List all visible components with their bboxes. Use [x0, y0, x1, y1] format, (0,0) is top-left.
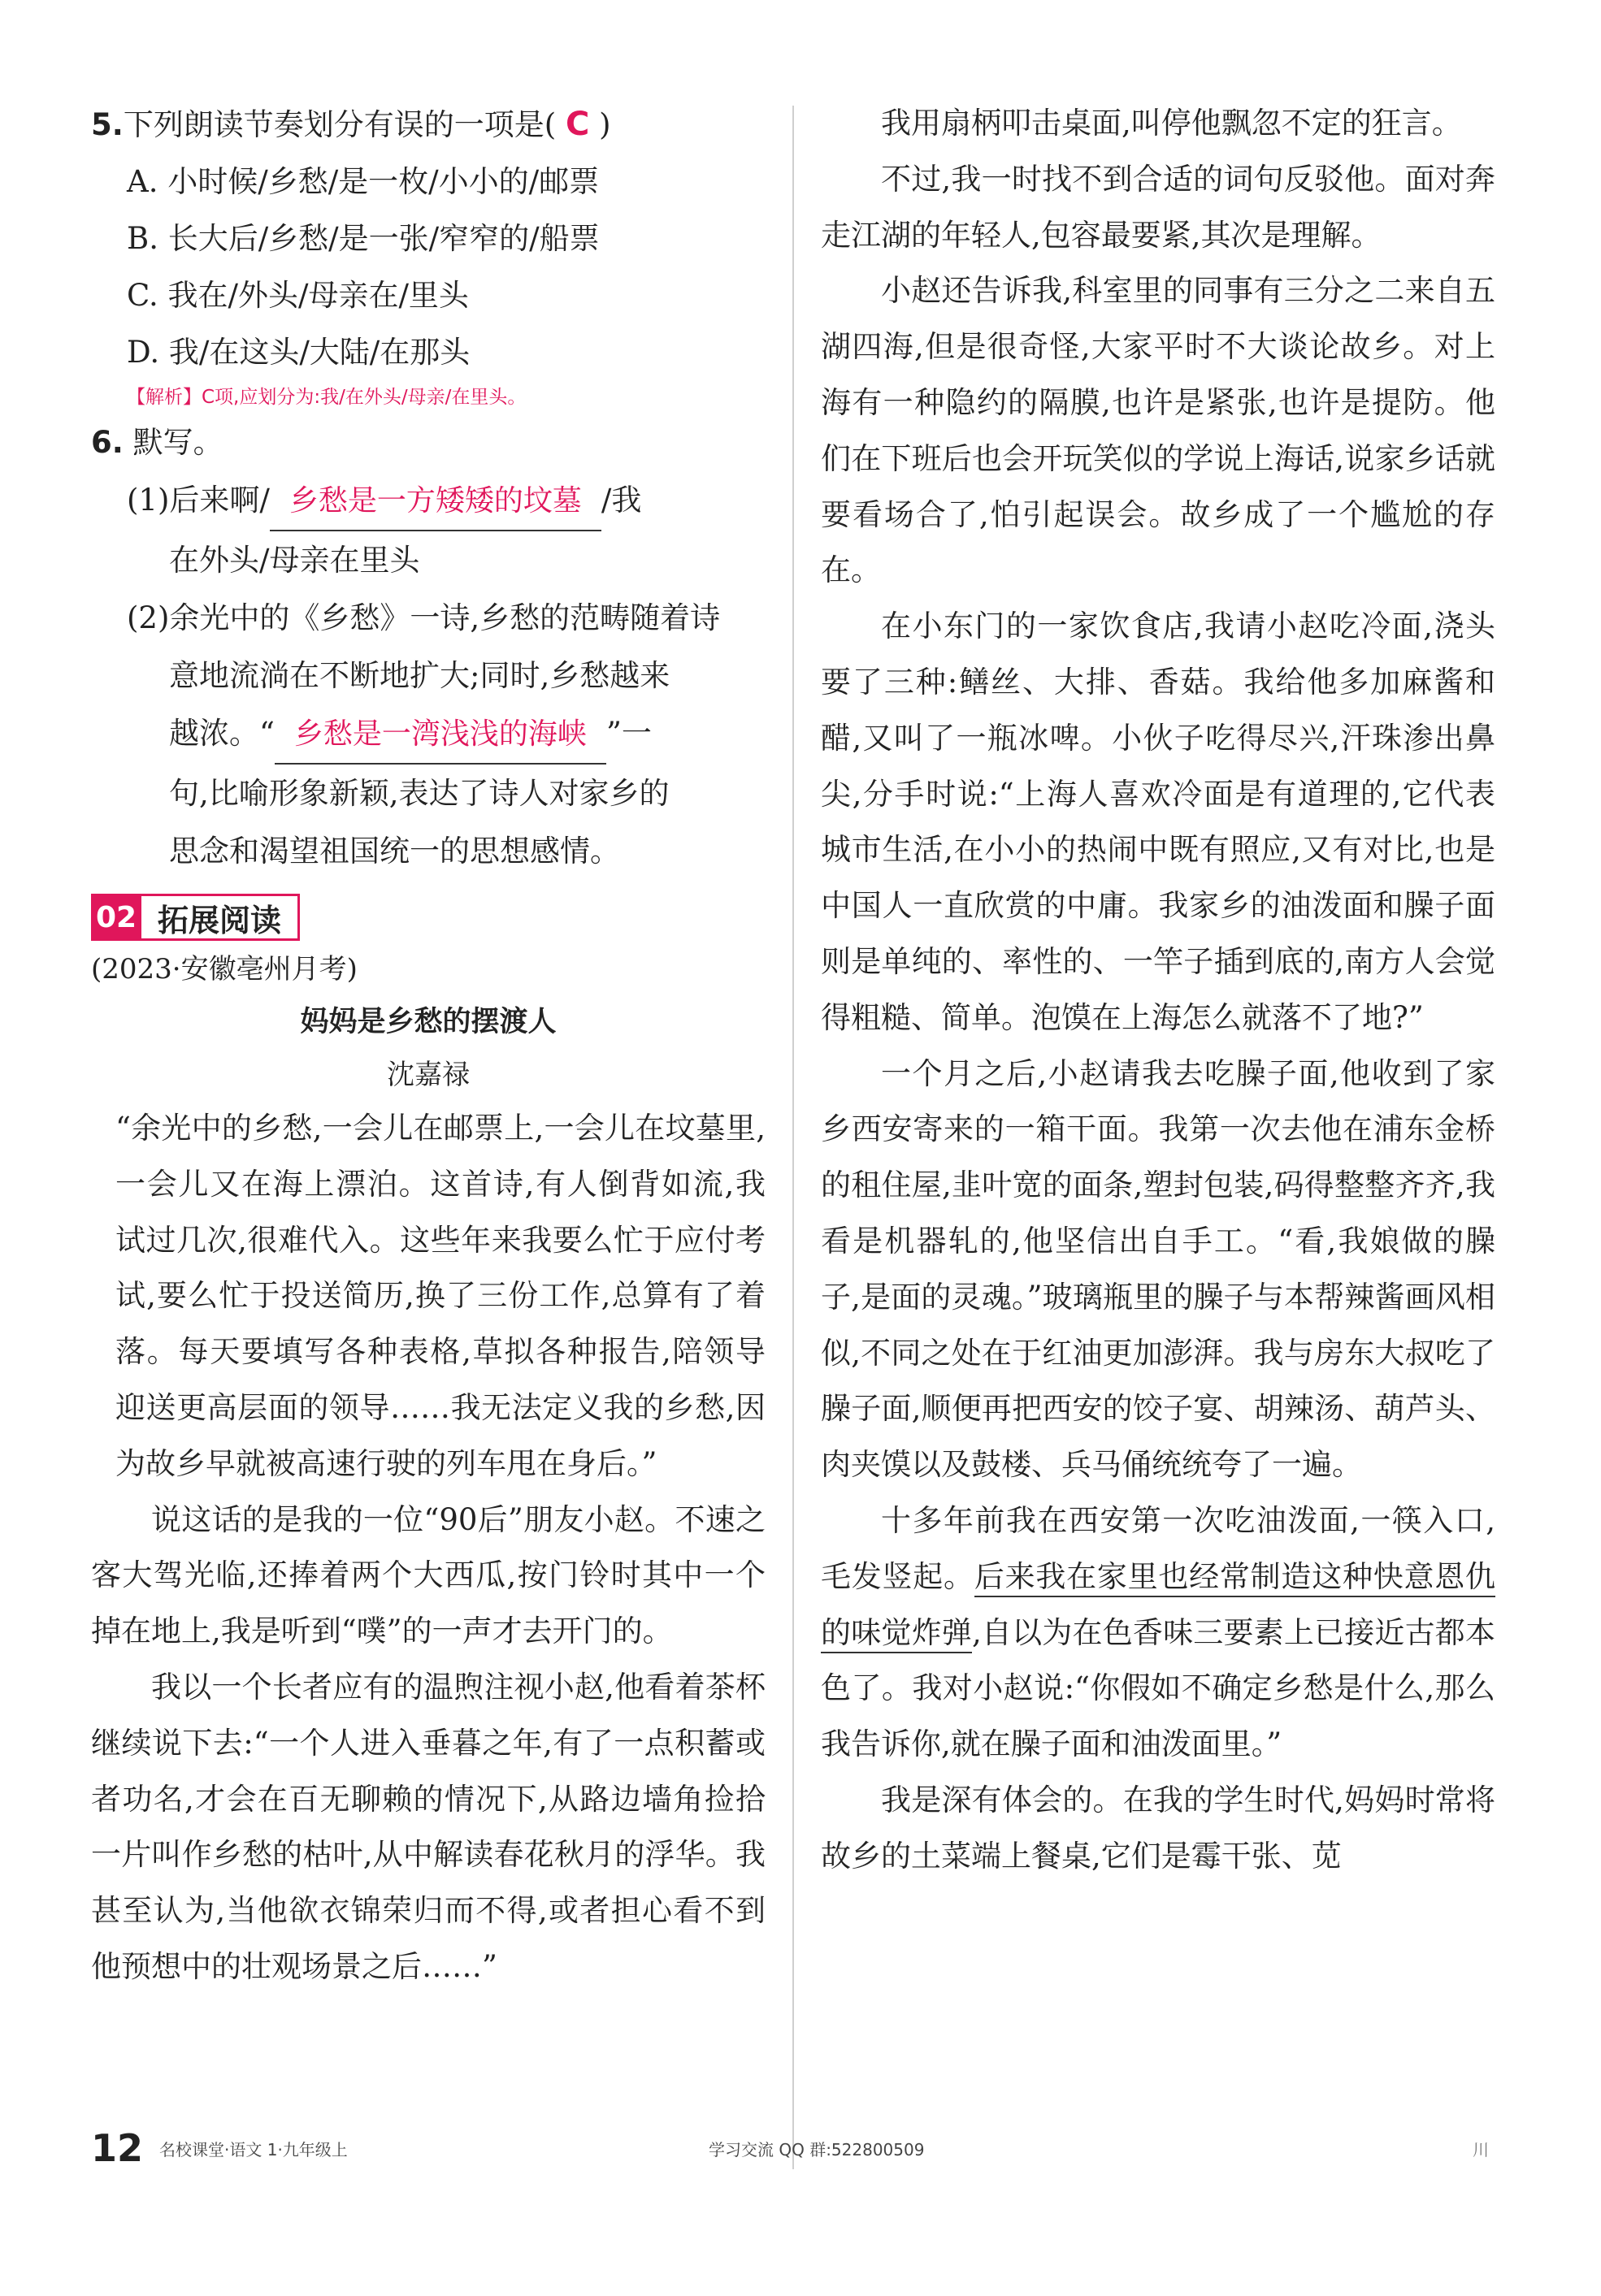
paragraph: 小赵还告诉我,科室里的同事有三分之二来自五湖四海,但是很奇怪,大家平时不大谈论故乡。对上海有一种隐约的隔膜,也许是紧张,也许是提防。他们在下班后也会开玩笑似的学说上海话,说家乡话就要看场合了,怕引起误会。故乡成了一个尴尬的存在。: [821, 273, 1495, 588]
section-title: 拓展阅读: [141, 894, 300, 941]
sub2-text-c1: 越浓。“: [169, 716, 275, 751]
question-5-number: 5.: [91, 107, 124, 142]
sub1-text-b: /我: [601, 483, 642, 518]
question-6: [91, 414, 766, 471]
paragraph: 在小东门的一家饮食店,我请小赵吃冷面,浇头要了三种:鳝丝、大排、香菇。我给他多加麻酱和醋,又叫了一瓶冰啤。小伙子吃得尽兴,汗珠渗出鼻尖,分手时说:“上海人喜欢冷面是有道理的,它代表城市生活,在小小的热闹中既有照应,又有对比,也是中国人一直欣赏的中庸。我家乡的油泼面和臊子面则是单纯的、率性的、一竿子插到底的,南方人会觉得粗糙、简单。泡馍在上海怎么就落不了地?”: [821, 609, 1495, 1035]
sub2-text-c2: ”一: [605, 716, 652, 751]
article-title: 妈妈是乡愁的摆渡人: [300, 1006, 557, 1038]
left-column: [91, 96, 766, 1995]
corner-mark: 川: [1473, 2139, 1489, 2160]
question-6-number: 6.: [91, 425, 124, 460]
paragraph: 我是深有体会的。在我的学生时代,妈妈时常将故乡的土菜端上餐桌,它们是霉干张、苋: [821, 1782, 1495, 1874]
paragraph: 不过,我一时找不到合适的词句反驳他。面对奔走江湖的年轻人,包容最要紧,其次是理解。: [821, 161, 1495, 253]
question-5-answer: C: [566, 106, 590, 143]
sub2-line-2: 意地流淌在不断地扩大;同时,乡愁越来: [169, 658, 670, 693]
sub2-line-4: 句,比喻形象新颖,表达了诗人对家乡的: [169, 776, 670, 811]
underlined-sentence: 后来我在家里也经常制造这种快意恩仇的味觉炸弹: [821, 1559, 1495, 1653]
option-c: C. 我在/外头/母亲在/里头: [127, 278, 469, 313]
paragraph: 我以一个长者应有的温煦注视小赵,他看着茶杯继续说下去:“一个人进入垂暮之年,有了一点积蓄或者功名,才会在百无聊赖的情况下,从路边墙角捡拾一片叫作乡愁的枯叶,从中解读春花秋月的浮华。我甚至认为,当他欲衣锦荣归而不得,或者担心看不到他预想中的壮观场景之后……”: [91, 1669, 766, 1984]
sub2-line-1: (2)余光中的《乡愁》一诗,乡愁的范畴随着诗: [127, 600, 721, 635]
question-6-sub-2: [91, 589, 766, 880]
sub2-line-3: [127, 704, 766, 765]
question-5-stem: 下列朗读节奏划分有误的一项是(: [123, 107, 557, 142]
book-series: 名校课堂·语文 1·九年级上: [159, 2139, 348, 2160]
article-author: 沈嘉禄: [387, 1059, 470, 1091]
paragraph: 说这话的是我的一位“90后”朋友小赵。不速之客大驾光临,还捧着两个大西瓜,按门铃时其中一个掉在地上,我是听到“噗”的一声才去开门的。: [91, 1501, 766, 1649]
paragraph: “余光中的乡愁,一会儿在邮票上,一会儿在坟墓里,一会儿又在海上漂泊。这首诗,有人倒背如流,我试过几次,很难代入。这些年来我要么忙于应付考试,要么忙于投送简历,换了三份工作,总算有了着落。每天要填写各种表格,草拟各种报告,陪领导迎送更高层面的领导……我无法定义我的乡愁,因为故乡早就被高速行驶的列车甩在身后。”: [115, 1111, 766, 1481]
sub2-line-5: 思念和渴望祖国统一的思想感情。: [169, 834, 620, 869]
option-a: A. 小时候/乡愁/是一枚/小小的/邮票: [127, 164, 600, 199]
paragraph: 一个月之后,小赵请我去吃臊子面,他收到了家乡西安寄来的一箱干面。我第一次去他在浦东金桥的租住屋,韭叶宽的面条,塑封包装,码得整整齐齐,我看是机器轧的,他坚信出自手工。“看,我娘做的臊子,是面的灵魂。”玻璃瓶里的臊子与本帮辣酱画风相似,不同之处在于红油更加澎湃。我与房东大叔吃了臊子面,顺便再把西安的饺子宴、胡辣汤、葫芦头、肉夹馍以及鼓楼、兵马俑统统夸了一遍。: [821, 1055, 1495, 1483]
section-badge: 02: [91, 894, 141, 941]
paragraph: 我用扇柄叩击桌面,叫停他飘忽不定的狂言。: [881, 106, 1462, 141]
section-header: [91, 891, 766, 943]
sub1-text-c: 在外头/母亲在里头: [169, 543, 420, 578]
analysis-text: C项,应划分为:我/在外头/母亲/在里头。: [202, 387, 527, 408]
p10-text-a: 十多年前我在西安第一次吃油泼面,一筷入口,毛发竖起。: [821, 1502, 1495, 1594]
column-divider: [792, 106, 794, 2169]
page-footer: [91, 2124, 1497, 2173]
option-b: B. 长大后/乡愁/是一张/窄窄的/船票: [127, 221, 600, 256]
p10-text-b: ,自以为在色香味三要素上已接近古都本色了。我对小赵说:“你假如不确定乡愁是什么,那么我告诉你,就在臊子面和油泼面里。”: [821, 1614, 1496, 1762]
page-number: 12: [91, 2126, 144, 2170]
right-column: [821, 96, 1495, 1885]
paragraph: [821, 1493, 1495, 1773]
option-d: D. 我/在这头/大陆/在那头: [127, 335, 471, 370]
question-5-stem-end: ): [599, 107, 611, 142]
analysis-tag: 【解析】: [127, 387, 202, 408]
analysis: [91, 381, 766, 414]
article-source: (2023·安徽亳州月考): [91, 953, 358, 986]
sub1-text-a: (1)后来啊/: [127, 483, 270, 518]
sub1-answer-blank: 乡愁是一方矮矮的坟墓: [270, 472, 601, 531]
qq-group: 学习交流 QQ 群:522800509: [709, 2139, 925, 2160]
question-5: [91, 96, 766, 154]
sub2-answer-blank: 乡愁是一湾浅浅的海峡: [275, 705, 606, 765]
question-6-sub-1: [91, 471, 766, 589]
question-6-stem: 默写。: [132, 425, 223, 460]
